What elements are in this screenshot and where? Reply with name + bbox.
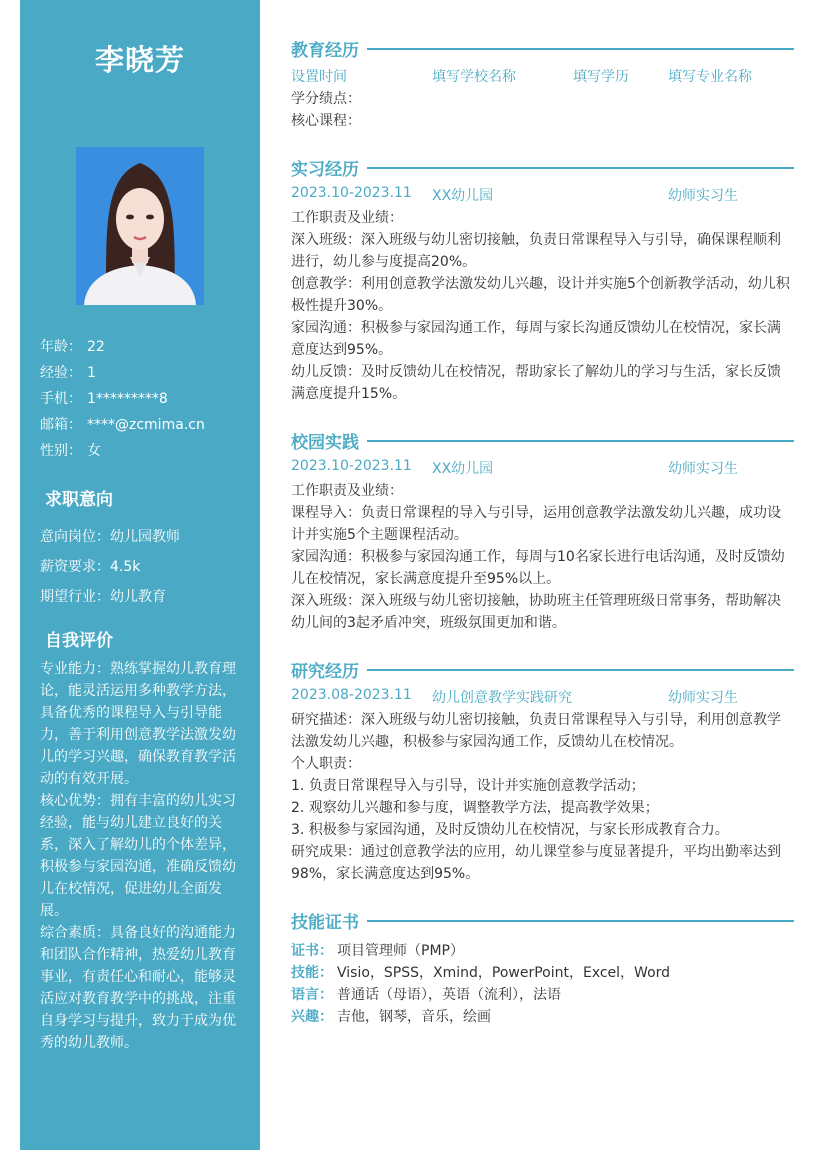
info-experience: 经验： 1 xyxy=(40,365,96,381)
job-intent xyxy=(40,522,180,612)
education-school: 填写学校名称 xyxy=(432,69,516,85)
heading-divider xyxy=(367,920,794,922)
campus-org: XX幼儿园 xyxy=(432,461,494,477)
education-gpa: 学分绩点： xyxy=(291,91,361,107)
info-phone: 手机： 1*********8 xyxy=(40,391,168,407)
heading-divider xyxy=(367,440,794,442)
research-heading: 研究经历 xyxy=(291,661,359,682)
self-eval-strengths: 核心优势：拥有丰富的幼儿实习经验，能与幼儿建立良好的关系，深入了解幼儿的个体差异，积极参与家园沟通，准确反馈幼儿在校情况，促进幼儿全面发展。 xyxy=(40,793,236,919)
internship-org: XX幼儿园 xyxy=(432,188,494,204)
research-project: 幼儿创意教学实践研究 xyxy=(432,690,572,706)
section-education xyxy=(291,36,794,132)
education-meta xyxy=(291,66,794,88)
education-courses: 核心课程： xyxy=(291,113,361,129)
campus-meta xyxy=(291,458,794,480)
campus-line: 工作职责及业绩： xyxy=(291,483,403,499)
research-role: 幼师实习生 xyxy=(668,690,738,706)
internship-line: 幼儿反馈：及时反馈幼儿在校情况，帮助家长了解幼儿的学习与生活，家长反馈满意度提升15%。 xyxy=(291,364,781,402)
skill-interests: 兴趣： 吉他，钢琴，音乐，绘画 xyxy=(291,1009,491,1025)
intent-position: 意向岗位：幼儿园教师 xyxy=(40,529,180,545)
skills-heading: 技能证书 xyxy=(291,912,359,933)
campus-time: 2023.10-2023.11 xyxy=(291,458,412,474)
research-line: 3. 积极参与家园沟通，及时反馈幼儿在校情况，与家长形成教育合力。 xyxy=(291,822,729,838)
heading-divider xyxy=(367,167,794,169)
education-major: 填写专业名称 xyxy=(668,69,752,85)
education-time: 设置时间 xyxy=(291,69,347,85)
campus-line: 家园沟通：积极参与家园沟通工作，每周与10名家长进行电话沟通，及时反馈幼儿在校情况，家长满意度提升至95%以上。 xyxy=(291,549,785,587)
self-eval-heading: 自我评价 xyxy=(45,631,113,651)
campus-line: 深入班级：深入班级与幼儿密切接触，协助班主任管理班级日常事务，帮助解决幼儿间的3起矛盾冲突，班级氛围更加和谐。 xyxy=(291,593,781,631)
internship-meta xyxy=(291,185,794,207)
portrait-icon xyxy=(76,147,204,305)
skill-certificate: 证书： 项目管理师（PMP） xyxy=(291,943,464,959)
intent-industry: 期望行业：幼儿教育 xyxy=(40,589,166,605)
research-line: 研究成果：通过创意教学法的应用，幼儿课堂参与度显著提升，平均出勤率达到98%，家长满意度达到95%。 xyxy=(291,844,781,882)
basic-info xyxy=(40,334,205,464)
internship-line: 工作职责及业绩： xyxy=(291,210,403,226)
self-evaluation xyxy=(40,658,244,1054)
internship-time: 2023.10-2023.11 xyxy=(291,185,412,201)
candidate-name: 李晓芳 xyxy=(94,43,185,77)
self-eval-professional: 专业能力：熟练掌握幼儿教育理论，能灵活运用多种教学方法，具备优秀的课程导入与引导能力，善于利用创意教学法激发幼儿的学习兴趣，确保教育教学活动的有效开展。 xyxy=(40,661,236,787)
section-skills xyxy=(291,908,794,1028)
research-meta xyxy=(291,687,794,709)
section-campus xyxy=(291,428,794,634)
internship-line: 创意教学：利用创意教学法激发幼儿兴趣，设计并实施5个创新教学活动，幼儿积极性提升30%。 xyxy=(291,276,790,314)
campus-role: 幼师实习生 xyxy=(668,461,738,477)
education-heading: 教育经历 xyxy=(291,40,359,61)
skill-languages: 语言： 普通话（母语），英语（流利），法语 xyxy=(291,987,561,1003)
research-line: 研究描述：深入班级与幼儿密切接触，负责日常课程导入与引导，利用创意教学法激发幼儿兴趣，积极参与家园沟通工作，反馈幼儿在校情况。 xyxy=(291,712,781,750)
job-intent-heading: 求职意向 xyxy=(45,490,113,510)
heading-divider xyxy=(367,48,794,50)
heading-divider xyxy=(367,669,794,671)
campus-heading: 校园实践 xyxy=(291,432,359,453)
education-degree: 填写学历 xyxy=(573,69,629,85)
info-age: 年龄： 22 xyxy=(40,339,105,355)
profile-photo xyxy=(76,147,204,305)
skill-tools: 技能： Visio，SPSS，Xmind，PowerPoint，Excel，Word xyxy=(291,965,671,981)
research-time: 2023.08-2023.11 xyxy=(291,687,412,703)
section-research xyxy=(291,657,794,885)
internship-line: 深入班级：深入班级与幼儿密切接触，负责日常课程导入与引导，确保课程顺利进行，幼儿参与度提高20%。 xyxy=(291,232,781,270)
info-email: 邮箱： ****@zcmima.cn xyxy=(40,417,205,433)
research-line: 1. 负责日常课程导入与引导，设计并实施创意教学活动； xyxy=(291,778,645,794)
info-gender: 性别： 女 xyxy=(40,443,101,459)
research-line: 个人职责： xyxy=(291,756,361,772)
intent-salary: 薪资要求：4.5k xyxy=(40,559,141,575)
sidebar xyxy=(20,0,260,1150)
research-line: 2. 观察幼儿兴趣和参与度，调整教学方法，提高教学效果； xyxy=(291,800,659,816)
section-internship xyxy=(291,155,794,405)
campus-line: 课程导入：负责日常课程的导入与引导，运用创意教学法激发幼儿兴趣，成功设计并实施5个主题课程活动。 xyxy=(291,505,781,543)
internship-heading: 实习经历 xyxy=(291,159,359,180)
internship-line: 家园沟通：积极参与家园沟通工作，每周与家长沟通反馈幼儿在校情况，家长满意度达到95%。 xyxy=(291,320,781,358)
internship-role: 幼师实习生 xyxy=(668,188,738,204)
self-eval-qualities: 综合素质：具备良好的沟通能力和团队合作精神，热爱幼儿教育事业，有责任心和耐心，能够灵活应对教育教学中的挑战，注重自身学习与提升，致力于成为优秀的幼儿教师。 xyxy=(40,925,236,1051)
